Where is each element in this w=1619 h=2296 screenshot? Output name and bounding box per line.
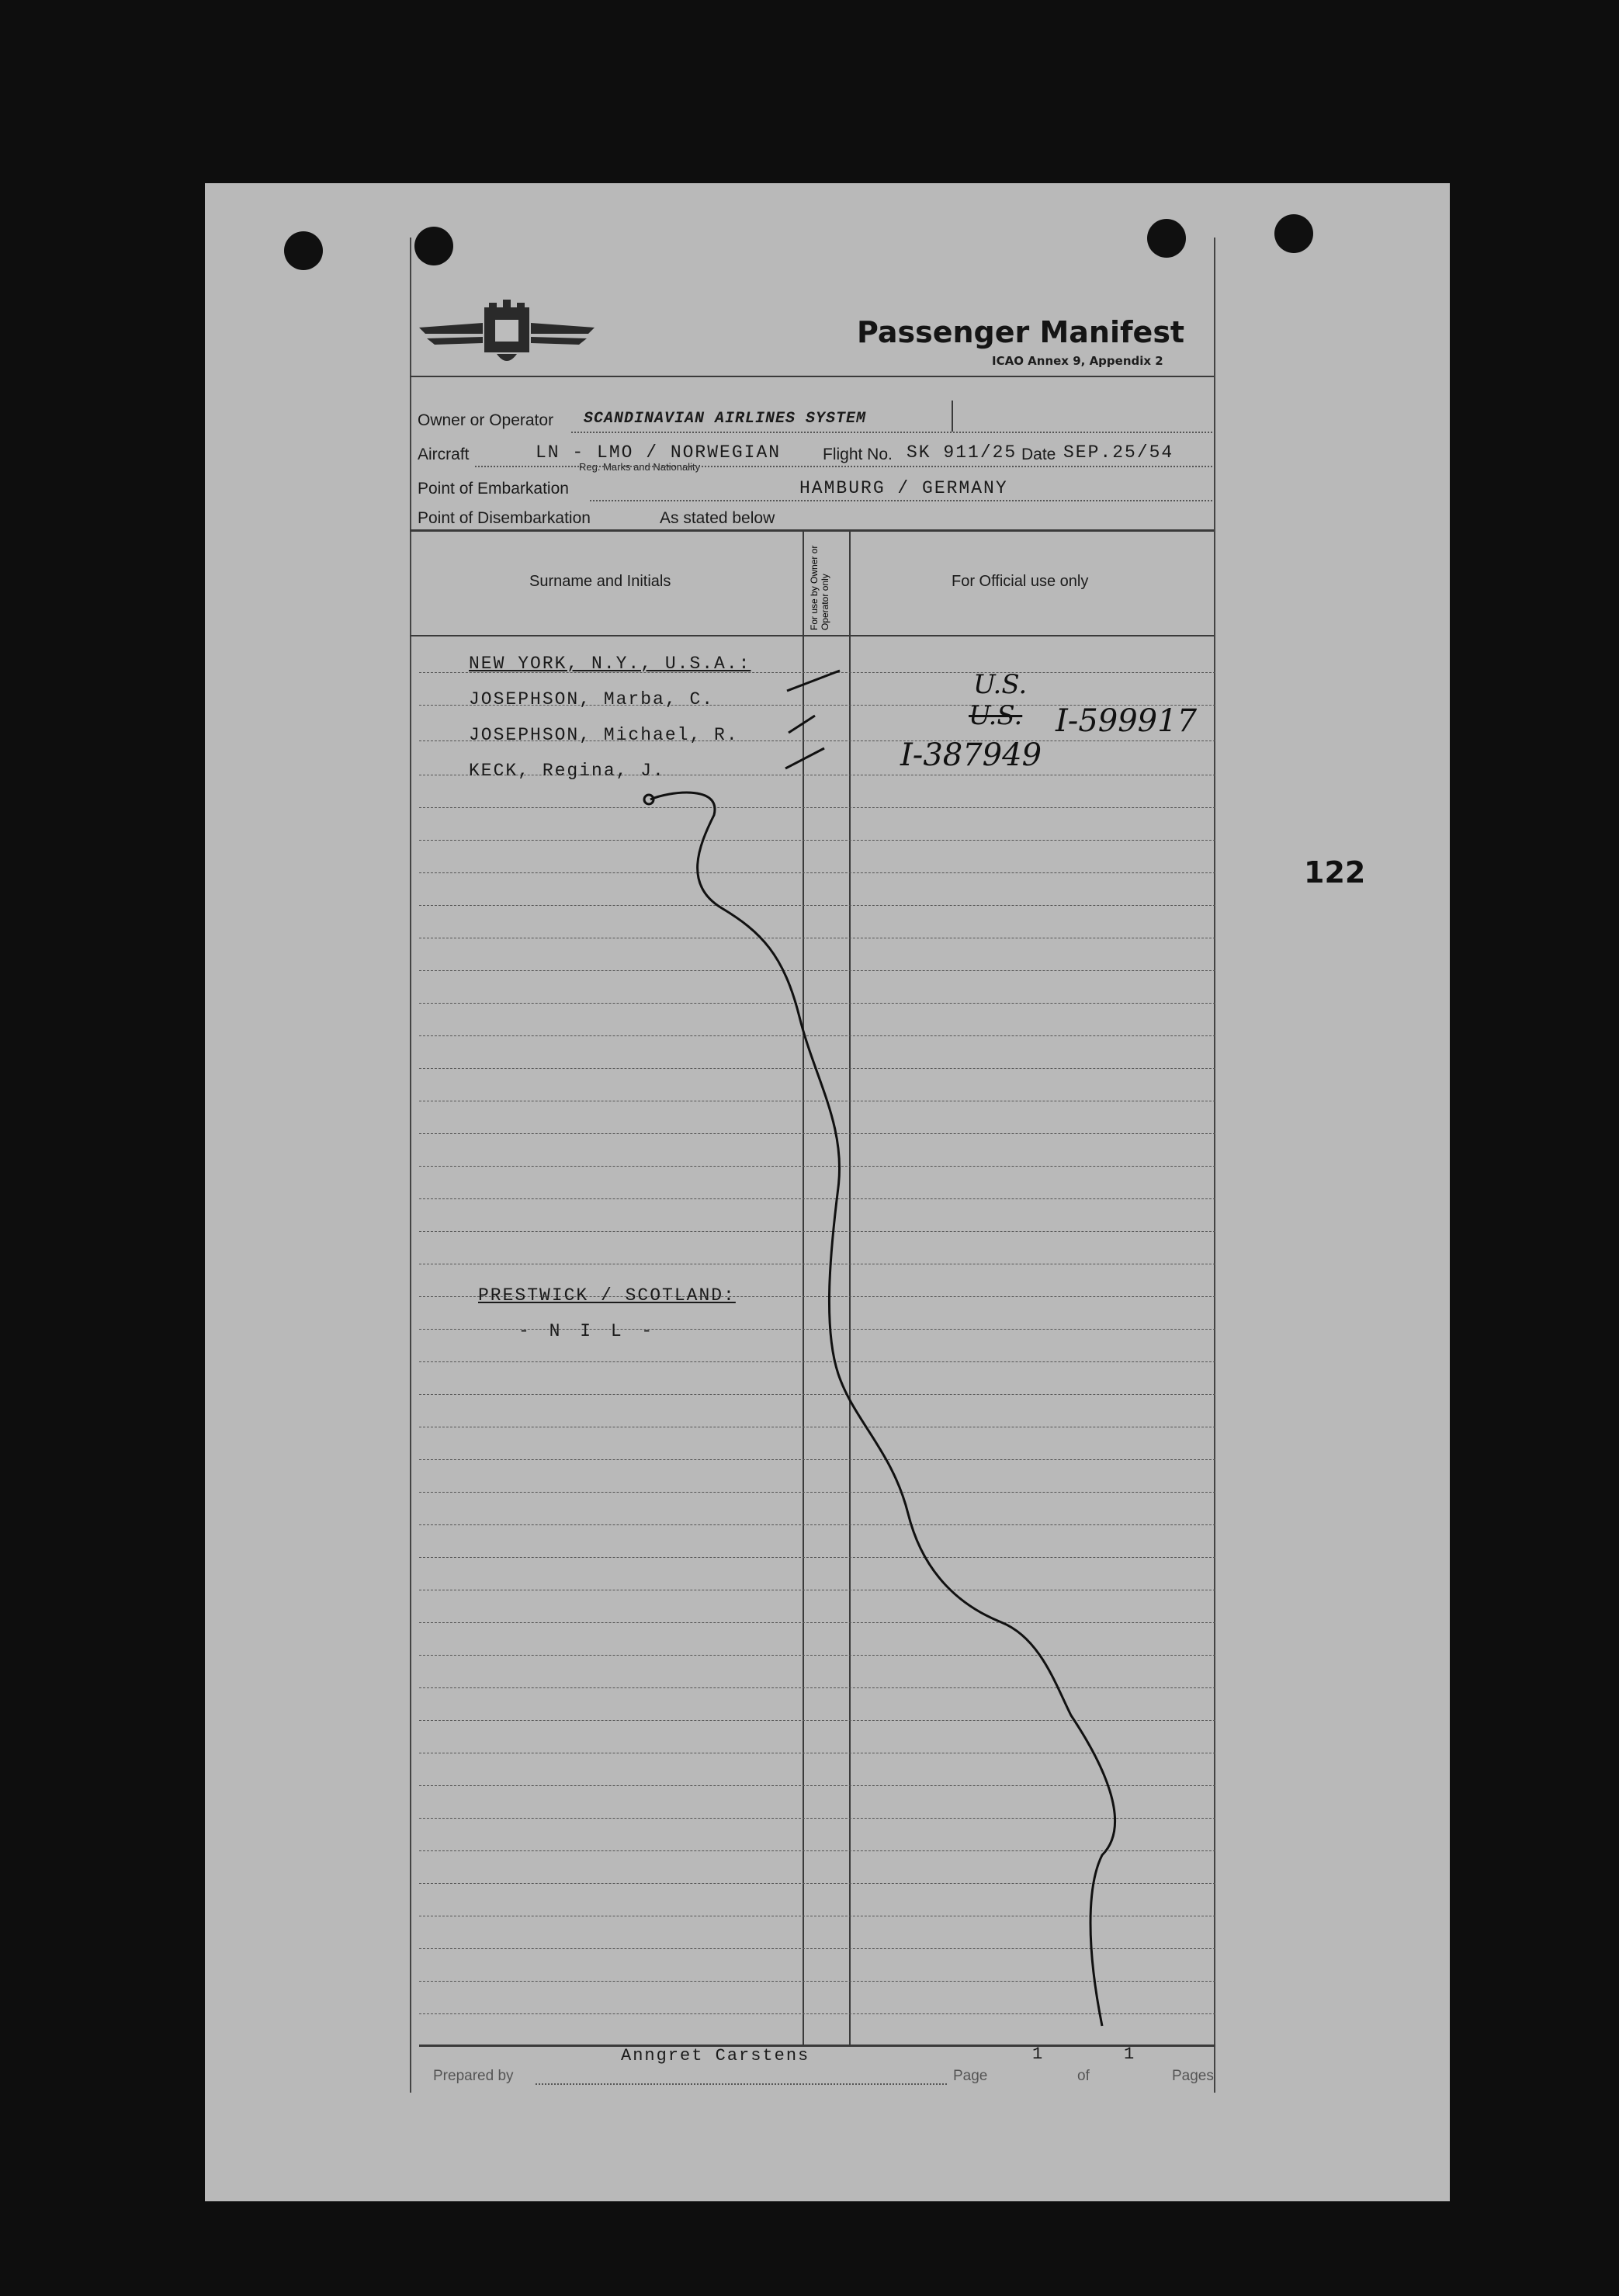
official-note-us-struck: U.S.	[969, 700, 1023, 731]
owner-value: SCANDINAVIAN AIRLINES SYSTEM	[584, 410, 867, 428]
passenger-row: JOSEPHSON, Michael, R.	[469, 725, 739, 745]
owner-use-header: For use by Owner or Operator only	[809, 545, 830, 630]
check-mark	[776, 668, 846, 776]
prepared-by-value: Anngret Carstens	[621, 2046, 810, 2065]
header-divider	[410, 376, 1214, 377]
date-value: SEP.25/54	[1063, 442, 1174, 463]
passenger-row: JOSEPHSON, Marba, C.	[469, 689, 715, 709]
punch-hole	[284, 231, 323, 270]
official-note-number: I-599917	[1056, 703, 1198, 739]
aircraft-label: Aircraft	[418, 446, 470, 463]
flight-label: Flight No.	[823, 446, 893, 463]
pages-label: Pages	[1172, 2068, 1214, 2084]
nil-entry: - N I L -	[518, 1321, 657, 1341]
disembarkation-value: As stated below	[660, 509, 775, 527]
page-number: 1	[1032, 2045, 1045, 2064]
reg-note: Reg. Marks and Nationality	[579, 461, 701, 473]
prepared-by-label: Prepared by	[433, 2068, 514, 2084]
page-stamp: 122	[1304, 855, 1366, 890]
date-label: Date	[1021, 446, 1056, 463]
official-note-us: U.S.	[973, 669, 1028, 700]
embarkation-line	[590, 500, 1212, 501]
table-top-border	[410, 529, 1214, 532]
owner-tick	[952, 401, 953, 432]
flight-value: SK 911/25	[907, 442, 1018, 463]
official-note-number: I-387949	[900, 737, 1042, 773]
prepared-by-line	[536, 2083, 947, 2085]
page-label: Page	[953, 2068, 988, 2084]
surname-header: Surname and Initials	[529, 573, 671, 590]
footer-top-border	[419, 2045, 1215, 2047]
owner-line	[571, 432, 1212, 433]
punch-hole	[1274, 214, 1313, 253]
page-count: 1	[1124, 2045, 1136, 2064]
aircraft-value: LN - LMO / NORWEGIAN	[536, 442, 782, 463]
manifest-title: Passenger Manifest	[857, 315, 1185, 349]
embarkation-label: Point of Embarkation	[418, 480, 569, 498]
passenger-row: KECK, Regina, J.	[469, 761, 665, 781]
owner-label: Owner or Operator	[418, 411, 554, 429]
destination-prestwick: PRESTWICK / SCOTLAND:	[478, 1285, 736, 1306]
manifest-subtitle: ICAO Annex 9, Appendix 2	[992, 354, 1163, 368]
official-header: For Official use only	[952, 573, 1089, 590]
cancellation-line	[636, 784, 1133, 2041]
of-label: of	[1077, 2068, 1090, 2084]
embarkation-value: HAMBURG / GERMANY	[799, 478, 1008, 498]
header-row-bottom	[410, 635, 1214, 636]
disembarkation-label: Point of Disembarkation	[418, 509, 591, 527]
airline-logo-icon	[419, 300, 595, 369]
aircraft-line	[475, 466, 1212, 467]
destination-new-york: NEW YORK, N.Y., U.S.A.:	[469, 654, 751, 674]
